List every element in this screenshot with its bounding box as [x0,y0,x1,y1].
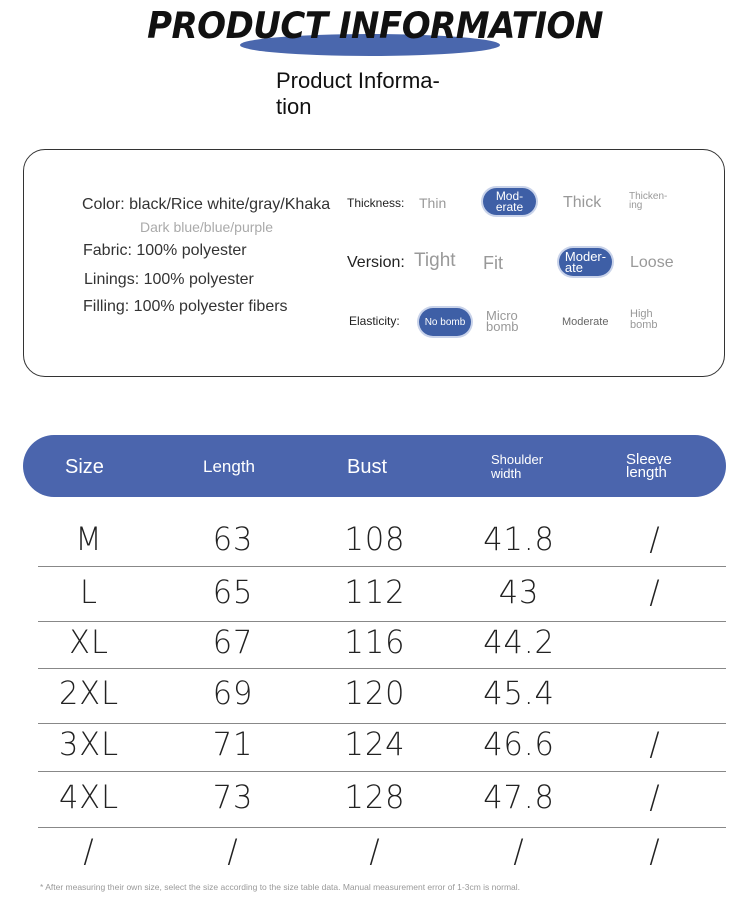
elasticity-option-micro-bomb: Micro bomb [486,308,519,334]
table-cell-size: L [80,573,98,611]
thickness-option-thin: Thin [419,195,447,211]
linings-info: Linings: 100% polyester [84,271,254,288]
table-cell-length: 73 [212,778,254,816]
table-cell-length: / [227,832,239,870]
table-cell-shoulder-width: 43 [498,573,540,611]
table-cell-sleeve-length: / [649,573,661,611]
thickness-option-thick: Thick [563,194,602,211]
table-cell-bust: 128 [344,778,406,816]
page-title: PRODUCT INFORMATION [147,4,603,48]
table-cell-size: XL [69,623,109,661]
table-cell-sleeve-length: / [649,832,661,870]
table-row-divider [38,668,726,669]
thickness-label: Thickness: [347,196,405,210]
table-cell-sleeve-length: / [649,778,661,816]
table-cell-length: 67 [212,623,254,661]
table-cell-shoulder-width: 46.6 [483,725,555,763]
elasticity-selected-label: No bomb [424,316,466,328]
table-cell-bust: 124 [344,725,406,763]
table-cell-length: 69 [212,674,254,712]
table-row-divider [38,566,726,567]
table-cell-length: 63 [212,520,254,558]
table-cell-bust: 116 [344,623,406,661]
elasticity-option-moderate: Moderate [562,316,609,328]
table-cell-length: 65 [212,573,254,611]
header-shoulder-width: Shoulder width [491,452,544,481]
version-option-loose: Loose [630,254,674,271]
thickness-option-thickening: Thicken- ing [629,191,668,211]
table-cell-bust: / [369,832,381,870]
version-selected-label: Moder- ate [564,249,607,275]
table-row-divider [38,771,726,772]
table-cell-bust: 112 [344,573,406,611]
header-sleeve-length: Sleeve length [626,451,672,481]
table-cell-size: 3XL [59,725,119,763]
table-cell-shoulder-width: 45.4 [483,674,555,712]
version-option-tight: Tight [414,250,456,271]
filling-info: Filling: 100% polyester fibers [83,298,288,315]
thickness-selected-label: Mod- erate [495,188,524,214]
version-option-moderate-selected [559,248,612,276]
elasticity-option-no-bomb-selected [419,308,471,336]
table-cell-shoulder-width: 41.8 [483,520,555,558]
table-cell-size: / [83,832,95,870]
table-cell-bust: 120 [344,674,406,712]
elasticity-option-high-bomb: High bomb [630,308,658,331]
page-subtitle: Product Informa- tion [276,68,440,119]
table-cell-sleeve-length: / [649,725,661,763]
version-label: Version: [347,254,405,271]
table-cell-shoulder-width: 47.8 [483,778,555,816]
table-row-divider [38,723,726,724]
table-cell-size: 2XL [59,674,119,712]
table-cell-bust: 108 [344,520,406,558]
version-option-fit: Fit [483,253,503,273]
table-cell-size: M [75,520,103,558]
table-cell-length: 71 [212,725,254,763]
fabric-info: Fabric: 100% polyester [83,242,247,259]
table-cell-shoulder-width: 44.2 [483,623,555,661]
measurement-footnote: * After measuring their own size, select the size according to the size table data. Manual measurement error of 1-3cm is normal. [40,882,521,892]
header-length: Length [203,457,255,476]
header-size: Size [65,456,104,478]
table-cell-size: 4XL [59,778,119,816]
color-info: Color: black/Rice white/gray/Khaka [82,196,331,213]
table-cell-sleeve-length: / [649,520,661,558]
thickness-option-moderate-selected [483,188,536,215]
table-row-divider [38,827,726,828]
table-row-divider [38,621,726,622]
table-cell-shoulder-width: / [513,832,525,870]
elasticity-label: Elasticity: [349,314,400,328]
header-bust: Bust [347,456,388,478]
color-info-extra: Dark blue/blue/purple [140,219,274,235]
